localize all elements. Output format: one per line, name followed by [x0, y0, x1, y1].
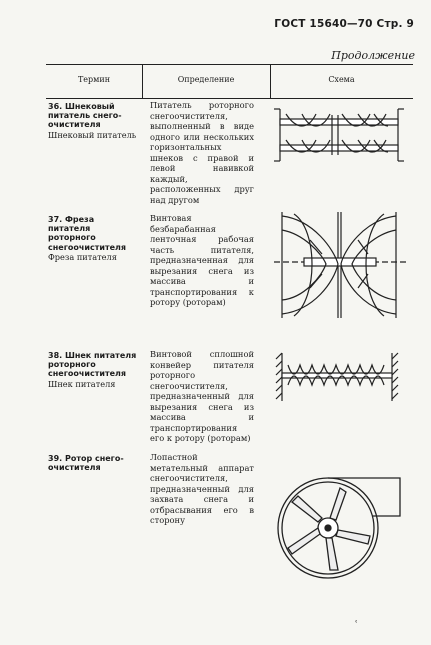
column-header-term: Термин	[77, 75, 111, 84]
term-title: 38. Шнек питателя роторного снегоочистителя	[48, 351, 137, 379]
definition-text: Винтовой сплошной конвейер питателя роторного снегоочистителя, предназначенный для вырезания снега из массива и транспортирования его к ротору (роторам)	[150, 349, 254, 443]
table-top-rule	[46, 64, 413, 65]
page-header: ГОСТ 15640—70 Стр. 9	[274, 18, 414, 30]
term-cell	[48, 215, 138, 262]
bladed-rotor-diagram	[274, 472, 408, 582]
term-title: 39. Ротор снего-очистителя	[48, 454, 124, 473]
solid-screw-conveyor-diagram	[274, 349, 404, 411]
term-short-form: Фреза питателя	[48, 251, 117, 262]
term-title: 37. Фреза питателя роторного снегоочистителя	[48, 215, 127, 252]
ribbon-cutter-diagram	[274, 210, 408, 320]
definition-text: Лопастной метательный аппарат снегоочистителя, предназначенный для захвата снега и отбрасывания его в сторону	[150, 452, 254, 525]
definition-text: Питатель роторного снегоочистителя, выполненный в виде одного или нескольких горизонтальных шнеков с правой и левой навивкой каждый, расположенных друг над другом	[150, 100, 254, 205]
term-cell	[48, 454, 138, 472]
page-mark: ʿ	[355, 620, 358, 630]
term-short-form: Шнек питателя	[48, 378, 116, 389]
continued-label: Продолжение	[331, 49, 415, 62]
column-header-scheme: Схема	[328, 75, 355, 84]
terms-table	[46, 64, 413, 604]
definition-text: Винтовая безбарабанная ленточная рабочая часть питателя, предназначенная для вырезания снега из массива и транспортирования к ротору (роторам)	[150, 213, 254, 307]
term-title: 36. Шнековый питатель снего-очистителя	[48, 102, 122, 130]
term-cell	[48, 351, 138, 389]
twin-screw-auger-diagram	[274, 105, 404, 165]
column-header-definition: Определение	[177, 75, 235, 84]
table-header-rule	[46, 98, 413, 99]
term-short-form: Шнековый питатель	[48, 129, 137, 140]
term-cell	[48, 102, 138, 140]
